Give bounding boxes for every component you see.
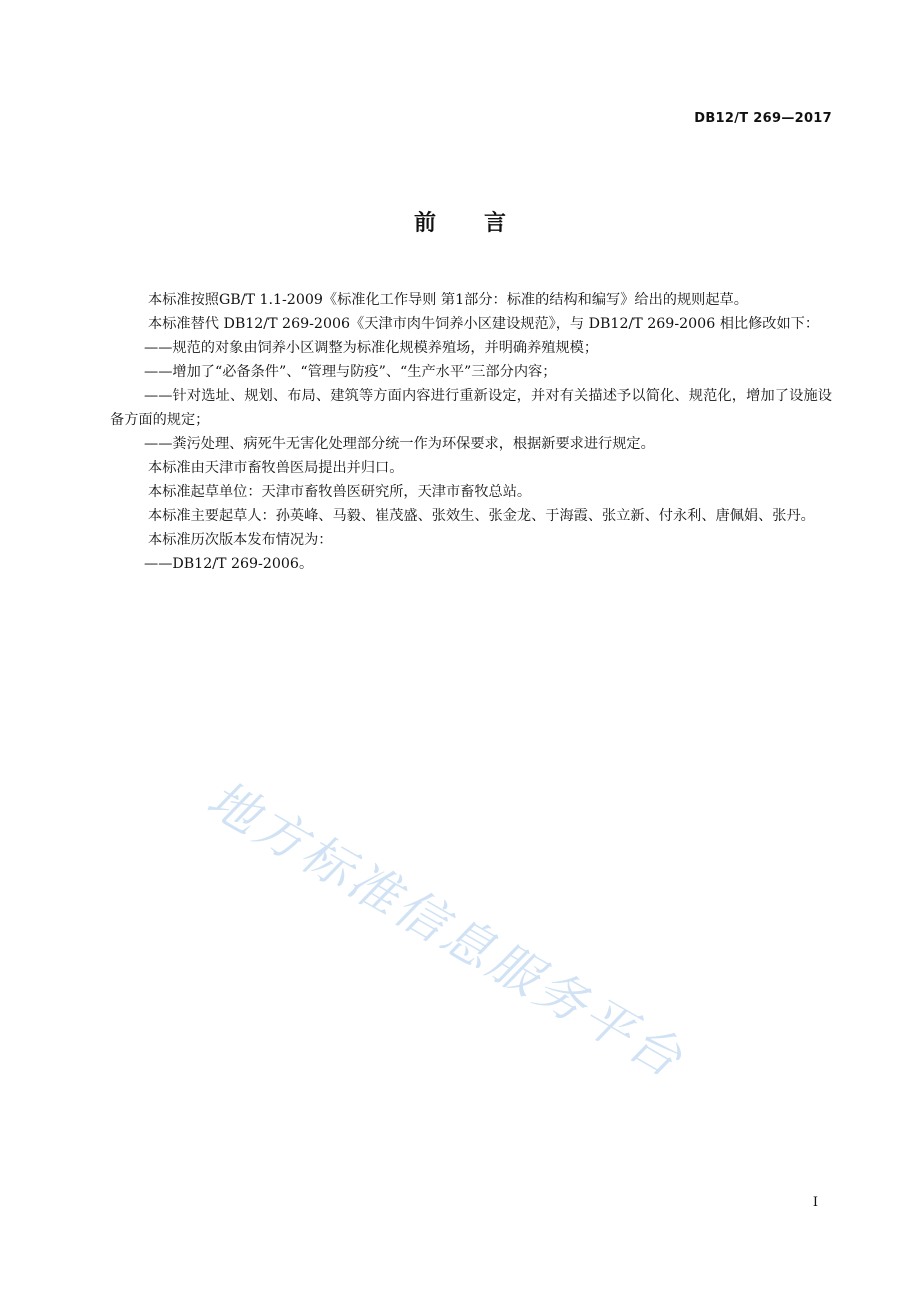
paragraph-drafting-units: 本标准起草单位：天津市畜牧兽医研究所，天津市畜牧总站。: [148, 484, 532, 500]
change-item-3: ——针对选址、规划、布局、建筑等方面内容进行重新设定，并对有关描述予以简化、规范化，增加了设施设备方面的规定；: [110, 388, 832, 428]
page-title-char-1: 前: [413, 211, 436, 236]
page-title-char-2: 言: [484, 211, 507, 236]
page-title: [0, 206, 920, 237]
paragraph-drafters: 本标准主要起草人：孙英峰、马毅、崔茂盛、张效生、张金龙、于海霞、张立新、付永利、唐佩娟、张丹。: [148, 508, 815, 524]
change-item-1: ——规范的对象由饲养小区调整为标准化规模养殖场，并明确养殖规模；: [144, 340, 599, 356]
foreword-body: [110, 288, 832, 576]
paragraph-proposer: 本标准由天津市畜牧兽医局提出并归口。: [148, 460, 404, 476]
paragraph-drafting-rules: 本标准按照GB/T 1.1-2009《标准化工作导则 第1部分：标准的结构和编写》给出的规则起草。: [148, 292, 748, 308]
change-item-4: ——粪污处理、病死牛无害化处理部分统一作为环保要求，根据新要求进行规定。: [144, 436, 655, 452]
version-history-item: ——DB12/T 269-2006。: [144, 556, 314, 572]
paragraph-replacement: 本标准替代 DB12/T 269-2006《天津市肉牛饲养小区建设规范》，与 DB12/T 269-2006 相比修改如下：: [148, 316, 820, 332]
page-number: I: [812, 1195, 818, 1210]
header-standard-code: DB12/T 269—2017: [694, 111, 832, 126]
paragraph-version-history: 本标准历次版本发布情况为：: [148, 532, 333, 548]
change-item-2: ——增加了“必备条件”、“管理与防疫”、“生产水平”三部分内容；: [144, 364, 557, 380]
watermark: 地方标准信息服务平台: [197, 769, 695, 1090]
